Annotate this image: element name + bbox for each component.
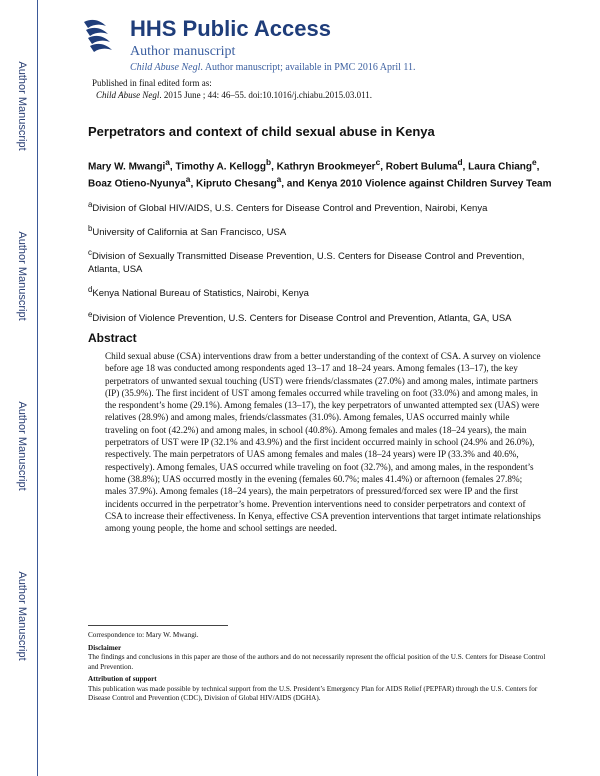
- correspondence-note: Correspondence to: Mary W. Mwangi.: [88, 631, 199, 639]
- author-affil-marker: d: [457, 157, 463, 167]
- footnotes: [88, 631, 548, 707]
- affiliation-list: [88, 198, 558, 332]
- availability-text: . Author manuscript; available in PMC 2016 April 11.: [200, 62, 416, 73]
- article-title: Perpetrators and context of child sexual abuse in Kenya: [88, 124, 435, 139]
- hhs-header: [80, 14, 580, 74]
- affiliation-marker: a: [88, 200, 93, 209]
- sidebar-label: Author Manuscript: [16, 571, 28, 661]
- affiliation-marker: d: [88, 285, 93, 295]
- support-heading: Attribution of support: [88, 675, 157, 683]
- affiliation-text: University of California at San Francisco, USA: [92, 227, 287, 239]
- abstract-text: Child sexual abuse (CSA) interventions draw from a better understanding of the context of CSA. A survey on violence before age 18 was conducted among respondents aged 13–17 and 18–24 years. Among females (13–17), the key perpetrators of unwanted sexual touching (UST) were friends/classmates (27.0%) and among males, intimate partners (IP) (35.9%). The first incident of UST among females occurred while traveling on foot (33.0%) and among males, in the respondent’s home (29.1%). Among females (13–17), the key perpetrators of unwanted attempted sex (UAS) were relatives (28.9%) and among males, friends/classmates (31.0%). Among females, UAS occurred mainly while traveling on foot (42.2%) and among males, in school (40.8%). Among females and males (18–24 years), the main perpetrators of UST were IP (32.1% and 43.9%) and the first incident occurred mainly in school (24.9% and 26.0%), respectively. The main perpetrators of UAS among females and males (18–24 years) were IP (33.3% and 40.6%, respectively). Among females, UAS occurred while traveling on foot (32.7%), and among males, in the respondent’s home (38.8%); UAS occurred mostly in the evening (females 60.7%; males 41.4%) or afternoon (females 27.8%; males 37.9%). Among females (18–24 years), the main perpetrators of pressured/forced sex were IP and the first incidents occurred in the perpetrator’s home. Prevention interventions need to consider perpetrators and context of CSA to increase their effectiveness. In Kenya, effective CSA prevention interventions that target intimate relationships among young people, the home and school settings are needed.: [105, 351, 541, 534]
- author-name: Robert Buluma: [385, 161, 458, 173]
- affiliation: [88, 283, 558, 300]
- support-text: This publication was made possible by technical support from the U.S. President’s Emergency Plan for AIDS Relief (PEPFAR) through the U.S. Centers for Disease Control and Prevention (CDC), Division of Global HIV/AIDS (DGHA).: [88, 684, 538, 702]
- sidebar-rule: [37, 0, 38, 776]
- sidebar-label: Author Manuscript: [16, 61, 28, 151]
- author-affil-marker: c: [375, 157, 381, 167]
- author-affil-marker: b: [266, 157, 272, 167]
- author-manuscript-subtitle: Author manuscript: [130, 44, 236, 59]
- sidebar-label: Author Manuscript: [16, 231, 28, 321]
- author-name: Laura Chiang: [468, 161, 533, 173]
- author-affil-marker: a: [185, 174, 191, 185]
- author-name: Kathryn Brookmeyer: [276, 161, 376, 173]
- affiliation-text: Division of Global HIV/AIDS, U.S. Centers for Disease Control and Prevention, Nairobi, Kenya: [92, 203, 488, 215]
- affiliation: [88, 198, 558, 215]
- publication-info: [92, 77, 372, 101]
- disclaimer-heading: Disclaimer: [88, 643, 122, 652]
- author-affil-marker: a: [276, 174, 282, 185]
- footnote-divider: [88, 625, 228, 626]
- sidebar-label: Author Manuscript: [16, 401, 28, 491]
- hhs-eagle-logo-icon: [80, 14, 116, 60]
- author-affil-marker: a: [165, 157, 170, 167]
- author-name: Timothy A. Kellogg: [175, 161, 266, 173]
- abstract-heading: Abstract: [88, 331, 137, 345]
- citation-details: . 2015 June ; 44: 46–55. doi:10.1016/j.chiabu.2015.03.011.: [159, 90, 372, 100]
- affiliation-text: Division of Sexually Transmitted Disease Prevention, U.S. Centers for Disease Control and Prevention, Atlanta, USA: [88, 251, 525, 276]
- author-name: Boaz Otieno-Nyunya: [88, 178, 186, 190]
- affiliation: [88, 246, 558, 276]
- hhs-public-access-title: HHS Public Access: [130, 16, 331, 41]
- affiliation-marker: b: [88, 224, 93, 234]
- author-list: Mary W. Mwangi$^a$, Timothy A. Kellogg$^b$, Kathryn Brookmeyer$^c$, Robert Buluma$^d$, Laura Chiang$^e$, Boaz Otieno-Nyunya$^a$, Kipruto Chesang$^a$, and Kenya 2010 Violence against Children Survey Team: [88, 157, 552, 190]
- affiliation-marker: e: [88, 309, 93, 319]
- affiliation-marker: c: [88, 248, 92, 258]
- author-name: Kipruto Chesang: [196, 178, 277, 190]
- citation-journal: Child Abuse Negl: [96, 90, 160, 100]
- author-manuscript-sidebar: [0, 0, 44, 776]
- affiliation-text: Division of Violence Prevention, U.S. Centers for Disease Control and Prevention, Atlanta, GA, USA: [92, 312, 512, 324]
- author-name: Mary W. Mwangi: [88, 161, 166, 173]
- author-affil-marker: e: [532, 157, 537, 167]
- author-group: and Kenya 2010 Violence against Children Survey Team: [286, 178, 552, 190]
- journal-name: Child Abuse Negl: [130, 62, 201, 73]
- published-label: Published in final edited form as:: [92, 78, 212, 88]
- availability-line: [130, 62, 416, 73]
- affiliation-text: Kenya National Bureau of Statistics, Nairobi, Kenya: [92, 288, 309, 300]
- citation-line: [92, 89, 372, 101]
- disclaimer-text: The findings and conclusions in this paper are those of the authors and do not necessarily represent the official position of the U.S. Centers for Disease Control and Prevention.: [88, 653, 546, 671]
- affiliation: [88, 308, 558, 325]
- affiliation: [88, 222, 558, 239]
